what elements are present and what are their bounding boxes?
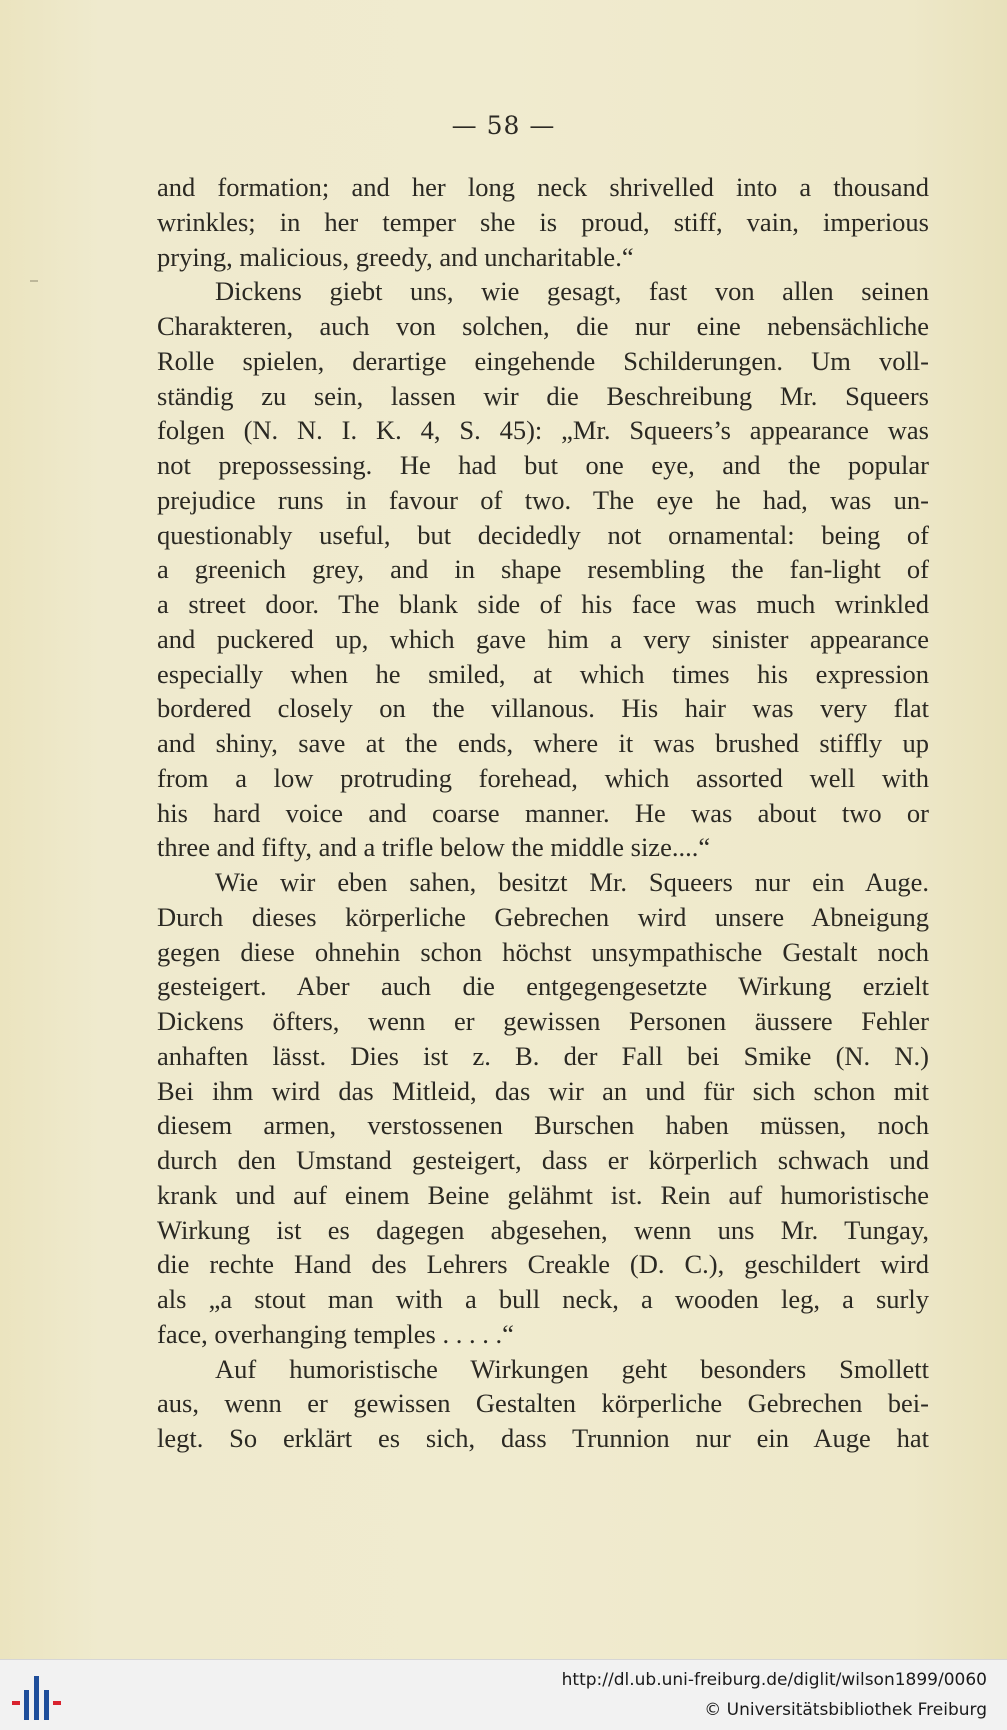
text-line: folgen (N. N. I. K. 4, S. 45): „Mr. Squeers’s appearance was [157,415,929,446]
text-line: Charakteren, auch von solchen, die nur eine nebensächliche [157,311,929,341]
text-line: and shiny, save at the ends, where it was brushed stiffly up [157,728,929,758]
text-line: gesteigert. Aber auch die entgegengesetzte Wirkung erzielt [157,971,929,1002]
copyright-notice: © Universitätsbibliothek Freiburg [704,1700,987,1720]
text-line: three and fifty, and a trifle below the middle size....“ [157,832,711,863]
text-line: Wie wir eben sahen, besitzt Mr. Squeers nur ein Auge. [215,867,929,897]
text-line: a greenich grey, and in shape resembling the fan-light of [157,554,929,585]
text-line: wrinkles; in her temper she is proud, stiff, vain, imperious [157,206,929,237]
text-line: ständig zu sein, lassen wir die Beschreibung Mr. Squeers [157,380,929,411]
viewer-footer [0,1659,1007,1730]
text-line: and puckered up, which gave him a very sinister appearance [157,623,929,654]
text-line: gegen diese ohnehin schon höchst unsympathische Gestalt noch [157,936,929,967]
text-line: a street door. The blank side of his face was much wrinkled [157,589,929,619]
body-text [157,170,929,1456]
text-line: Dickens öfters, wenn er gewissen Personen äussere Fehler [157,1006,929,1036]
text-line: not prepossessing. He had but one eye, and the popular [157,450,929,480]
text-line: die rechte Hand des Lehrers Creakle (D. C.), geschildert wird [157,1249,929,1280]
text-line: diesem armen, verstossenen Burschen haben müssen, noch [157,1110,929,1141]
text-line: Wirkung ist es dagegen abgesehen, wenn uns Mr. Tungay, [157,1214,929,1245]
text-line: especially when he smiled, at which times his expression [157,658,929,689]
text-line: from a low protruding forehead, which assorted well with [157,762,929,793]
text-line: prejudice runs in favour of two. The eye he had, was un- [157,484,929,515]
text-line: krank und auf einem Beine gelähmt ist. Rein auf humoristische [157,1179,929,1210]
ub-freiburg-logo-icon[interactable] [12,1674,62,1722]
text-line: legt. So erklärt es sich, dass Trunnion nur ein Auge hat [157,1423,929,1453]
text-line: questionably useful, but decidedly not ornamental: being of [157,519,929,550]
text-line: durch den Umstand gesteigert, dass er körperlich schwach und [157,1145,929,1175]
text-line: his hard voice and coarse manner. He was about two or [157,797,929,828]
text-line: anhaften lässt. Dies ist z. B. der Fall bei Smike (N. N.) [157,1040,929,1071]
text-line: Durch dieses körperliche Gebrechen wird unsere Abneigung [157,901,929,932]
text-line: prying, malicious, greedy, and uncharitable.“ [157,241,634,272]
margin-mark [30,280,38,282]
text-line: face, overhanging temples . . . . .“ [157,1318,514,1349]
text-line: Dickens giebt uns, wie gesagt, fast von allen seinen [215,276,929,307]
source-url[interactable]: http://dl.ub.uni-freiburg.de/diglit/wilson1899/0060 [561,1670,987,1690]
text-line: bordered closely on the villanous. His hair was very flat [157,693,929,724]
page-number: — 58 — [451,111,556,140]
text-line: Rolle spielen, derartige eingehende Schilderungen. Um voll- [157,345,929,376]
text-line: aus, wenn er gewissen Gestalten körperliche Gebrechen bei- [157,1388,929,1419]
text-line: Auf humoristische Wirkungen geht besonders Smollett [215,1353,929,1384]
text-line: and formation; and her long neck shrivelled into a thousand [157,172,929,202]
text-line: Bei ihm wird das Mitleid, das wir an und für sich schon mit [157,1075,929,1106]
text-line: als „a stout man with a bull neck, a wooden leg, a surly [157,1284,929,1314]
